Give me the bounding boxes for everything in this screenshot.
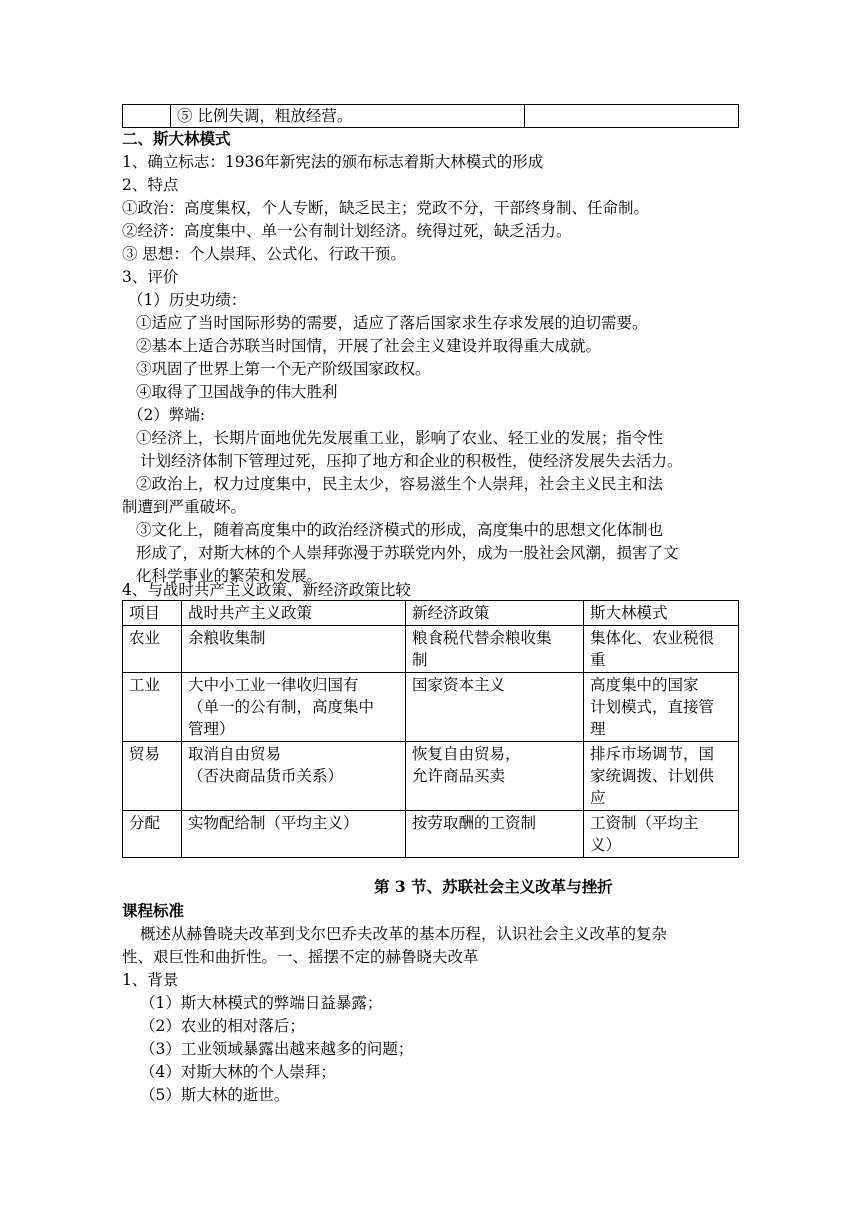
- paragraph: （1）历史功绩：: [128, 291, 247, 309]
- table-header: 项目: [123, 601, 182, 626]
- paragraph: ①适应了当时国际形势的需要，适应了落后国家求生存求发展的迫切需要。: [136, 314, 648, 332]
- table-cell: [406, 811, 584, 858]
- paragraph: 3、评价: [122, 268, 179, 286]
- table-cell: [406, 626, 584, 673]
- cell-text: 管理）: [188, 720, 235, 738]
- list-item: （5）斯大林的逝世。: [140, 1086, 290, 1104]
- cell-text: （否决商品货币关系）: [188, 767, 344, 785]
- cell-text: 家统调拨、计划供: [590, 767, 715, 785]
- paragraph: ②基本上适合苏联当时国情，开展了社会主义建设并取得重大成就。: [136, 337, 602, 355]
- table-header: 新经济政策: [406, 601, 584, 626]
- table-cell: [182, 626, 406, 673]
- paragraph: 1、确立标志：1936年新宪法的颁布标志着斯大林模式的形成: [122, 153, 544, 171]
- paragraph: 2、特点: [122, 176, 179, 194]
- paragraph: ①政治：高度集权，个人专断，缺乏民主；党政不分，干部终身制、任命制。: [122, 199, 650, 217]
- paragraph: ③文化上，随着高度集中的政治经济模式的形成，高度集中的思想文化体制也: [136, 521, 664, 539]
- paragraph: 化科学事业的繁荣和发展。: [136, 567, 323, 585]
- list-item: （2）农业的相对落后；: [140, 1017, 305, 1035]
- paragraph: ④取得了卫国战争的伟大胜利: [136, 383, 338, 401]
- table-cell: [584, 626, 739, 673]
- paragraph: 性、艰巨性和曲折性。一、摇摆不定的赫鲁晓夫改革: [122, 948, 479, 966]
- table-row: [123, 742, 739, 811]
- cell-text: 义）: [590, 836, 622, 854]
- table-cell: [584, 811, 739, 858]
- paragraph: ①经济上，长期片面地优先发展重工业，影响了农业、轻工业的发展；指令性: [136, 429, 664, 447]
- cell-text: 粮食税代替余粮收集: [412, 629, 552, 647]
- section-title: 第 3 节、苏联社会主义改革与挫折: [374, 877, 613, 896]
- table-row: [123, 811, 739, 858]
- paragraph: 概述从赫鲁晓夫改革到戈尔巴乔夫改革的基本历程，认识社会主义改革的复杂: [140, 925, 668, 943]
- cell-text: 恢复自由贸易，: [412, 745, 521, 763]
- cell-text: 余粮收集制: [188, 629, 266, 647]
- paragraph: 4、与战时共产主义政策、新经济政策比较: [122, 581, 411, 599]
- table-cell: [584, 742, 739, 811]
- paragraph: 形成了，对斯大林的个人崇拜弥漫于苏联党内外，成为一股社会风潮，损害了文: [136, 544, 679, 562]
- cell-text: 按劳取酬的工资制: [412, 814, 537, 832]
- cell-text: 高度集中的国家: [590, 676, 699, 694]
- table-header: 斯大林模式: [584, 601, 739, 626]
- paragraph: （2）弊端:: [128, 406, 206, 424]
- cell-text: 大中小工业一律收归国有: [188, 676, 359, 694]
- table-row: [123, 673, 739, 742]
- cell-text: 允许商品买卖: [412, 767, 506, 785]
- table-cell: 分配: [123, 811, 182, 858]
- table-cell: ⑤ 比例失调，粗放经营。: [171, 105, 525, 128]
- table-cell: [182, 811, 406, 858]
- cell-text: 取消自由贸易: [188, 745, 282, 763]
- cell-text: 重: [590, 651, 606, 669]
- cell-text: 工资制（平均主: [590, 814, 699, 832]
- table-row: [123, 626, 739, 673]
- table-row: [123, 105, 739, 128]
- paragraph: ③ 思想：个人崇拜、公式化、行政干预。: [122, 245, 406, 263]
- paragraph: 计划经济体制下管理过死，压抑了地方和企业的积极性，使经济发展失去活力。: [140, 452, 683, 470]
- cell-text: （单一的公有制，高度集中: [188, 698, 375, 716]
- table-cell: [406, 742, 584, 811]
- cell-text: 排斥市场调节，国: [590, 745, 715, 763]
- paragraph: ②政治上，权力过度集中，民主太少，容易滋生个人崇拜，社会主义民主和法: [136, 475, 664, 493]
- table-cell: 工业: [123, 673, 182, 742]
- paragraph: ②经济：高度集中、单一公有制计划经济。统得过死，缺乏活力。: [122, 222, 572, 240]
- paragraph: ③巩固了世界上第一个无产阶级国家政权。: [136, 360, 431, 378]
- top-table-fragment: [122, 104, 739, 128]
- cell-text: 应: [590, 789, 606, 807]
- list-item: （4）对斯大林的个人崇拜；: [140, 1063, 336, 1081]
- list-item: （1）斯大林模式的弊端日益暴露；: [140, 994, 383, 1012]
- cell-text: 实物配给制（平均主义）: [188, 814, 359, 832]
- table-cell: [182, 742, 406, 811]
- cell-text: 国家资本主义: [412, 676, 506, 694]
- cell-text: 计划模式，直接管: [590, 698, 715, 716]
- section-heading: 二、斯大林模式: [122, 129, 231, 148]
- table-cell: [584, 673, 739, 742]
- table-cell: [525, 105, 739, 128]
- table-header: 战时共产主义政策: [182, 601, 406, 626]
- paragraph: 制遭到严重破坏。: [122, 498, 247, 516]
- table-cell: [123, 105, 171, 128]
- table-cell: 农业: [123, 626, 182, 673]
- table-header-row: [123, 601, 739, 626]
- table-cell: [406, 673, 584, 742]
- table-cell: 贸易: [123, 742, 182, 811]
- paragraph: 1、背景: [122, 971, 179, 989]
- section-heading: 课程标准: [122, 901, 185, 920]
- list-item: （3）工业领域暴露出越来越多的问题；: [140, 1040, 414, 1058]
- cell-text: 制: [412, 651, 428, 669]
- comparison-table: [122, 600, 739, 858]
- cell-text: 理: [590, 720, 606, 738]
- cell-text: 集体化、农业税很: [590, 629, 715, 647]
- table-cell: [182, 673, 406, 742]
